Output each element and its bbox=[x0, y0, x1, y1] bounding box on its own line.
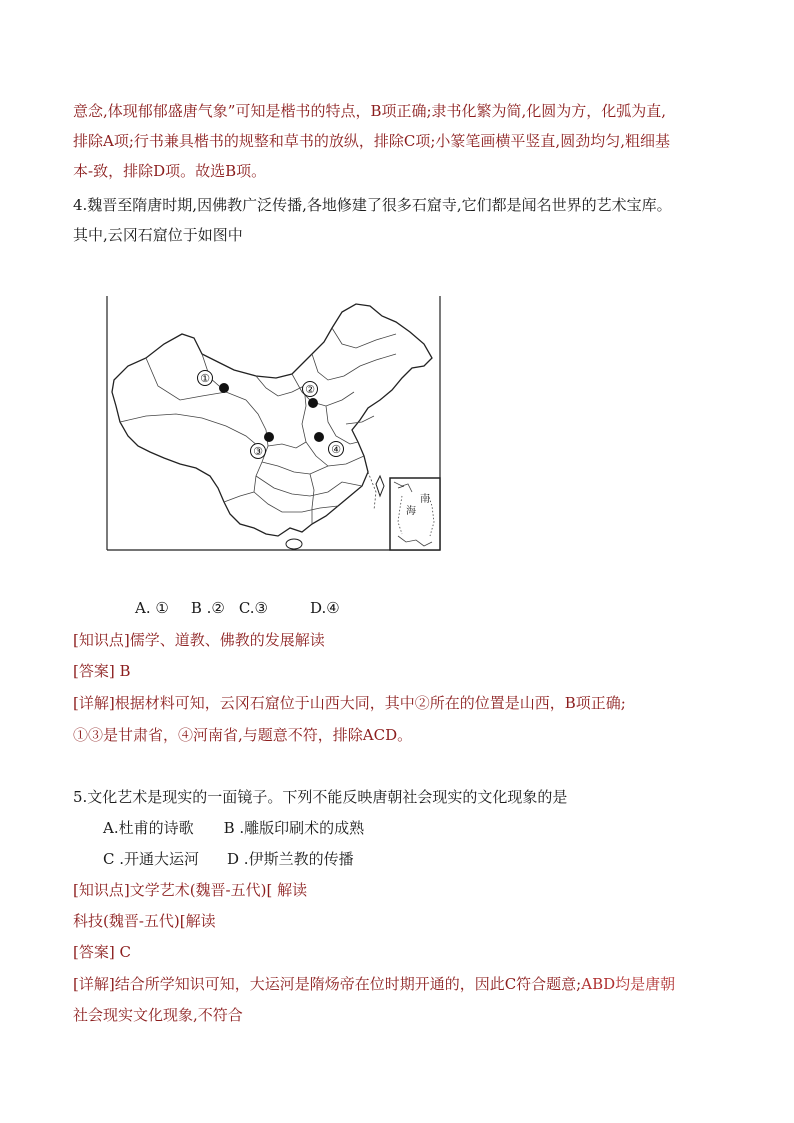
q5-option-a: A.杜甫的诗歌 bbox=[103, 819, 194, 837]
q5-option-c: C .开通大运河 bbox=[103, 850, 200, 868]
inset-label-sea: 海 bbox=[406, 506, 416, 517]
q4-detail-line-1: [详解]根据材料可知，云冈石窟位于山西大同，其中②所在的位置是山西，B项正确; bbox=[73, 694, 626, 712]
svg-text:④: ④ bbox=[331, 443, 341, 456]
inset-label-south: 南 bbox=[420, 494, 430, 505]
marker-1 bbox=[198, 371, 230, 394]
q4-stem-line-1: 4.魏晋至隋唐时期,因佛教广泛传播,各地修建了很多石窟寺,它们都是闻名世界的艺术宝库。 bbox=[73, 196, 672, 214]
marker-2 bbox=[303, 382, 319, 409]
svg-text:③: ③ bbox=[253, 445, 263, 458]
q4-detail-line-2: ①③是甘肃省，④河南省,与题意不符，排除ACD。 bbox=[73, 726, 413, 744]
q5-options-row-2 bbox=[103, 849, 354, 869]
svg-text:①: ① bbox=[200, 372, 210, 385]
marker-4 bbox=[314, 432, 344, 457]
q4-options bbox=[135, 598, 362, 618]
q5-knowledge-point-2: 科技(魏晋-五代)[解读 bbox=[73, 912, 216, 930]
svg-text:②: ② bbox=[305, 383, 315, 396]
china-map-figure bbox=[106, 296, 442, 552]
q4-answer: [答案] B bbox=[73, 662, 131, 680]
q3-explanation-line-3: 本-致，排除D项。故选B项。 bbox=[73, 162, 267, 180]
south-china-sea-inset bbox=[390, 478, 440, 550]
q5-option-b: B .雕版印刷术的成熟 bbox=[223, 819, 365, 837]
q4-option-b: B .② bbox=[190, 599, 225, 617]
q4-stem-line-2: 其中,云冈石窟位于如图中 bbox=[73, 226, 243, 244]
q5-detail-part-2: ABD均是唐朝 bbox=[581, 975, 676, 993]
q4-knowledge-point: [知识点]儒学、道教、佛教的发展解读 bbox=[73, 631, 325, 649]
q3-explanation-line-2: 排除A项;行书兼具楷书的规整和草书的放纵，排除C项;小篆笔画横平竖直,圆劲均匀,粗细基 bbox=[73, 132, 670, 150]
q5-stem: 5.文化艺术是现实的一面镜子。下列不能反映唐朝社会现实的文化现象的是 bbox=[73, 788, 568, 806]
q5-knowledge-point-1: [知识点]文学艺术(魏晋-五代)[ 解读 bbox=[73, 881, 308, 899]
q4-option-c: C.③ bbox=[238, 599, 269, 617]
china-map-svg bbox=[106, 296, 442, 552]
q5-answer: [答案] C bbox=[73, 943, 131, 961]
q5-detail-line-1 bbox=[73, 974, 675, 994]
q5-detail-part-1: [详解]结合所学知识可知，大运河是隋炀帝在位时期开通的，因此C符合题意; bbox=[73, 975, 582, 993]
q5-options-row-1 bbox=[103, 818, 364, 838]
q4-option-d: D.④ bbox=[310, 599, 340, 617]
q5-option-d: D .伊斯兰教的传播 bbox=[227, 850, 354, 868]
q4-option-a: A. ① bbox=[135, 599, 169, 617]
q5-detail-line-2: 社会现实文化现象,不符合 bbox=[73, 1006, 243, 1024]
china-outline bbox=[112, 304, 432, 536]
q3-explanation-line-1: 意念,体现郁郁盛唐气象”可知是楷书的特点，B项正确;隶书化繁为简,化圆为方，化弧为直, bbox=[73, 102, 667, 120]
